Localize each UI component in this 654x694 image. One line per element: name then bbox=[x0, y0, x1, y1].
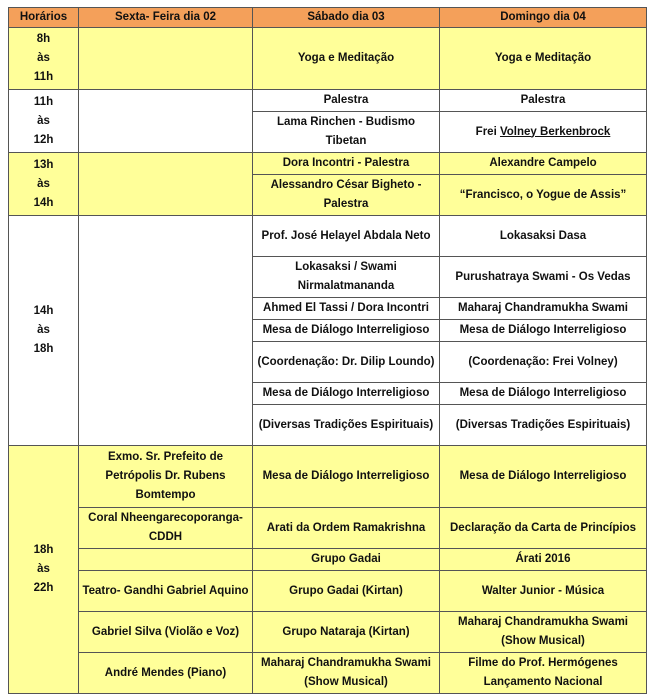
saturday-cell: Lama Rinchen - Budismo Tibetan bbox=[253, 112, 440, 153]
saturday-cell: Arati da Ordem Ramakrishna bbox=[253, 508, 440, 549]
header-horarios: Horários bbox=[9, 8, 79, 28]
saturday-cell: Mesa de Diálogo Interreligioso bbox=[253, 383, 440, 405]
time-cell: 8h às 11h bbox=[9, 28, 79, 90]
saturday-cell: (Coordenação: Dr. Dilip Loundo) bbox=[253, 342, 440, 383]
saturday-cell: Mesa de Diálogo Interreligioso bbox=[253, 446, 440, 508]
table-row bbox=[9, 153, 647, 175]
friday-cell: Exmo. Sr. Prefeito de Petrópolis Dr. Rubens Bomtempo bbox=[79, 446, 253, 508]
friday-cell: André Mendes (Piano) bbox=[79, 653, 253, 694]
saturday-cell: Grupo Gadai bbox=[253, 549, 440, 571]
saturday-cell: Alessandro César Bigheto - Palestra bbox=[253, 175, 440, 216]
friday-cell bbox=[79, 549, 253, 571]
table-row bbox=[9, 612, 647, 653]
table-row bbox=[9, 549, 647, 571]
sunday-cell: Alexandre Campelo bbox=[440, 153, 647, 175]
sunday-cell bbox=[440, 112, 647, 153]
saturday-cell: Palestra bbox=[253, 90, 440, 112]
saturday-cell: Lokasaksi / Swami Nirmalatmananda bbox=[253, 257, 440, 298]
time-cell: 11h às 12h bbox=[9, 90, 79, 153]
header-sabado: Sábado dia 03 bbox=[253, 8, 440, 28]
saturday-cell: Dora Incontri - Palestra bbox=[253, 153, 440, 175]
time-cell: 14h às 18h bbox=[9, 216, 79, 446]
table-row bbox=[9, 28, 647, 90]
sunday-cell: (Coordenação: Frei Volney) bbox=[440, 342, 647, 383]
table-row bbox=[9, 571, 647, 612]
sunday-cell: Árati 2016 bbox=[440, 549, 647, 571]
friday-cell: Teatro- Gandhi Gabriel Aquino bbox=[79, 571, 253, 612]
time-cell: 13h às 14h bbox=[9, 153, 79, 216]
time-cell: 18h às 22h bbox=[9, 446, 79, 694]
sunday-cell: Maharaj Chandramukha Swami (Show Musical) bbox=[440, 612, 647, 653]
sunday-cell: Yoga e Meditação bbox=[440, 28, 647, 90]
sunday-cell: Palestra bbox=[440, 90, 647, 112]
header-row bbox=[9, 8, 647, 28]
schedule-table bbox=[8, 7, 647, 694]
header-sexta: Sexta- Feira dia 02 bbox=[79, 8, 253, 28]
sunday-cell: Lokasaksi Dasa bbox=[440, 216, 647, 257]
saturday-cell: Yoga e Meditação bbox=[253, 28, 440, 90]
table-row bbox=[9, 653, 647, 694]
friday-cell: Gabriel Silva (Violão e Voz) bbox=[79, 612, 253, 653]
sunday-cell: Declaração da Carta de Princípios bbox=[440, 508, 647, 549]
volney-link[interactable]: Volney Berkenbrock bbox=[499, 125, 611, 138]
sunday-cell: (Diversas Tradições Espirituais) bbox=[440, 405, 647, 446]
saturday-cell: Maharaj Chandramukha Swami (Show Musical) bbox=[253, 653, 440, 694]
sunday-cell: Walter Junior - Música bbox=[440, 571, 647, 612]
saturday-cell: Prof. José Helayel Abdala Neto bbox=[253, 216, 440, 257]
sunday-cell: Mesa de Diálogo Interreligioso bbox=[440, 320, 647, 342]
saturday-cell: Grupo Gadai (Kirtan) bbox=[253, 571, 440, 612]
sunday-cell: Mesa de Diálogo Interreligioso bbox=[440, 383, 647, 405]
friday-cell bbox=[79, 90, 253, 153]
table-row bbox=[9, 446, 647, 508]
saturday-cell: Ahmed El Tassi / Dora Incontri bbox=[253, 298, 440, 320]
table-row bbox=[9, 508, 647, 549]
table-row bbox=[9, 90, 647, 112]
friday-cell bbox=[79, 216, 253, 446]
sunday-cell: Purushatraya Swami - Os Vedas bbox=[440, 257, 647, 298]
sunday-cell: Maharaj Chandramukha Swami bbox=[440, 298, 647, 320]
saturday-cell: Grupo Nataraja (Kirtan) bbox=[253, 612, 440, 653]
sunday-cell: Filme do Prof. Hermógenes Lançamento Nacional bbox=[440, 653, 647, 694]
friday-cell: Coral Nheengarecoporanga-CDDH bbox=[79, 508, 253, 549]
saturday-cell: (Diversas Tradições Espirituais) bbox=[253, 405, 440, 446]
sunday-cell: “Francisco, o Yogue de Assis” bbox=[440, 175, 647, 216]
friday-cell bbox=[79, 28, 253, 90]
friday-cell bbox=[79, 153, 253, 216]
saturday-cell: Mesa de Diálogo Interreligioso bbox=[253, 320, 440, 342]
sunday-text-prefix: Frei bbox=[475, 125, 500, 138]
header-domingo: Domingo dia 04 bbox=[440, 8, 647, 28]
table-row bbox=[9, 216, 647, 257]
sunday-cell: Mesa de Diálogo Interreligioso bbox=[440, 446, 647, 508]
